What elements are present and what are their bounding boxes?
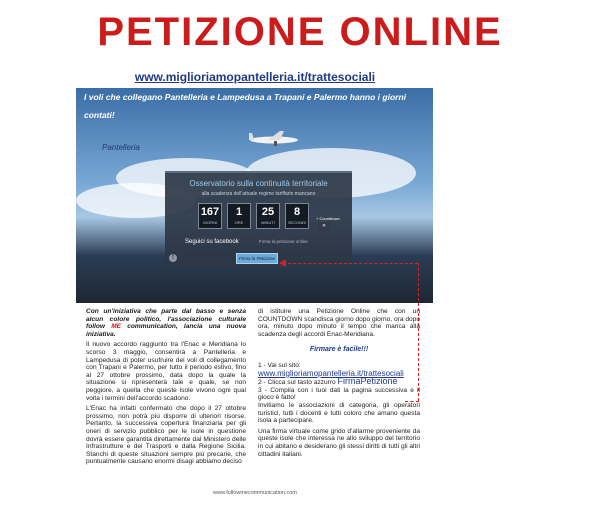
countdown-seconds: 8 SECONDI [285,203,309,229]
airplane-icon [244,128,304,150]
countdown-link[interactable]: + Countdown [316,216,340,221]
footer-url[interactable]: www.followmecommunication.com [213,490,297,496]
observatory-title: Osservatorio sulla continuità territoriale [189,179,328,188]
observatory-subtitle: alla scadenza dell'attuale regime tariffario mancano [201,191,316,197]
step-3: 3 - Compila con i tuoi dati la pagina successiva e il gioco è fatto! [258,386,420,402]
firma-petizione-label: FirmaPetizione [337,376,398,387]
facebook-icon[interactable]: f [169,254,177,262]
headline: PETIZIONE ONLINE [97,10,503,54]
firmare-heading: Firmare è facile!!! [309,346,369,354]
article-paragraph: L'Enac ha infatti confermato che dopo il 27 ottobre prossimo, non potrà più disporre di ulteriori risorse. Pertanto, la successiva copertura finanziaria per gli oneri di servizio pubblico per le isole in questione dovrà essere garantita direttamente dal Ministero delle Infrastrutture e dei Trasporti e dalla Regione Sicilia. Stanchi di queste situazioni sempre più precarie, che puntualmente causano enormi disagi abbiamo deciso [86,405,246,466]
step-2: 2 - Clicca sul tasto azzurro FirmaPetizione [258,376,398,387]
countdown-hours: 1 ORE [227,203,251,229]
connector-arrow-icon [279,259,287,267]
follow-facebook-label: Seguici su facebook [185,239,239,245]
article-right-column [258,308,420,461]
article-left-column [86,308,246,469]
article-paragraph: Una firma virtuale come grido d'allarme proveniente da queste isole che interessa ne allo sviluppo del territorio in cui abitano e desiderano gli stessi diritti di tutti gli altri cittadini italiani. [258,427,420,458]
article-paragraph: Invitiamo le associazioni di categoria, gli operatori turistici, tutti i docenti e tutti coloro che amano questa isola a partecipare. [258,401,420,425]
firma-petizione-button[interactable]: Firma la Petizione [236,253,278,264]
step-1: 1 - Vai sul sito: www.miglioriamopantelleria.it/trattesociali [258,361,404,378]
next-arrow-icon[interactable]: » [318,222,330,230]
article-paragraph: di istituire una Petizione Online che con un COUNTDOWN scandisca giorno dopo giorno, ora dopo ora, minuto dopo minuto il tempo che manca alla scadenza degli accordi Enac-Meridiana. [258,308,420,338]
website-screenshot [76,88,433,303]
countdown-minutes: 25 MINUTI [256,203,280,229]
article-paragraph: Il nuovo accordo raggiunto tra l'Enac e Meridiana lo scorso 3 maggio, consentirà a Pantelleria e Lampedusa di poter usufruire dei voli di collegamento con Trapani e Palermo, per tutto il periodo estivo, fino al 27 ottobre prossimo, data dopo la quale la situazione si ripresenterà tale e quale, se non peggiore, a quella che queste isole vivono ogni qual volta i termini dell'accordo scadono. [86,341,246,402]
step-1-url[interactable]: www.miglioriamopantelleria.it/trattesociali [258,368,404,378]
petition-url-link[interactable]: www.miglioriamopantelleria.it/trattesociali [134,70,376,84]
countdown-days: 167 GIORNI [198,203,222,229]
connector-line [283,263,418,264]
petition-field-label: Firma la petizione online [259,239,308,244]
article-intro: Con un'iniziativa che parte dal basso e senza alcun colore politico, l'associazione culturale follow ME communication, lancia una nuova iniziativa. [86,308,246,338]
site-logo: Pantelleria [102,143,140,152]
screenshot-banner: I voli che collegano Pantelleria e Lampedusa a Trapani e Palermo hanno i giorni contati! [84,92,406,120]
